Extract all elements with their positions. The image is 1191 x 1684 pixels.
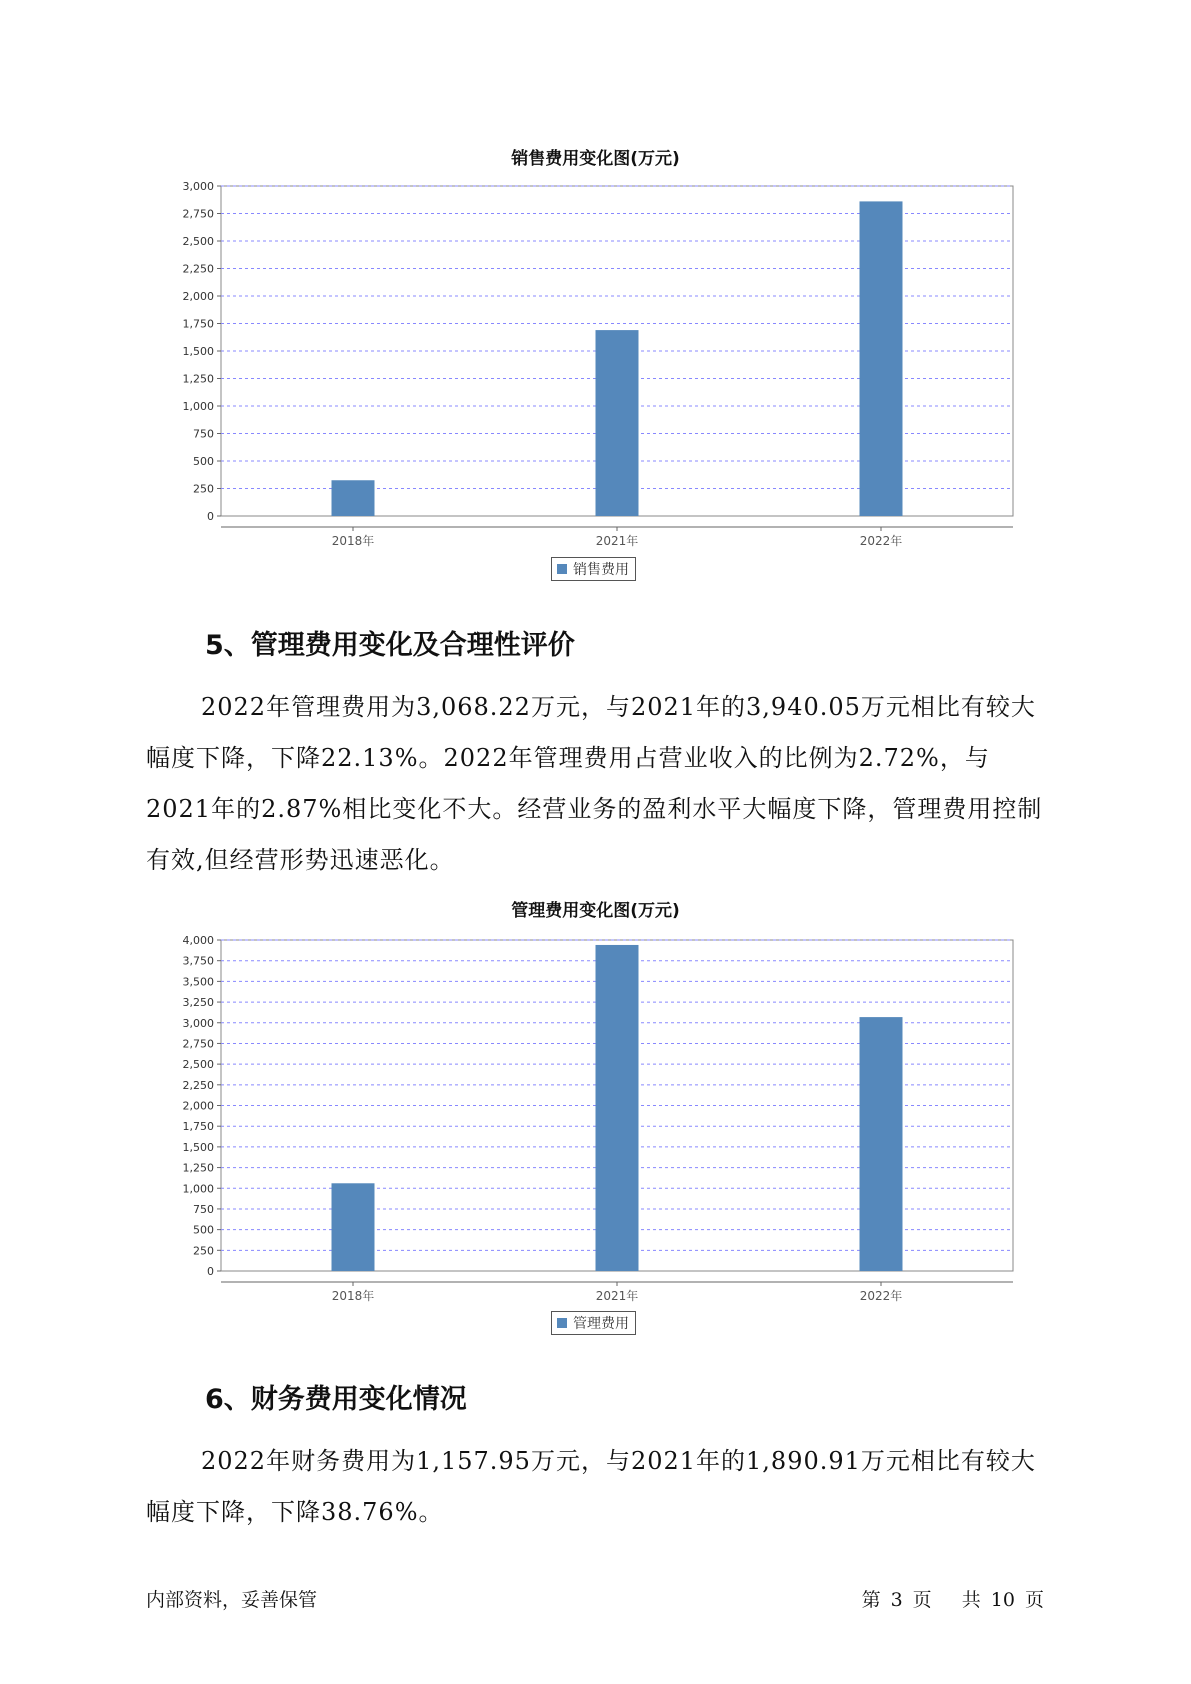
y-tick-label: 250 bbox=[193, 1244, 214, 1258]
y-tick-label: 0 bbox=[207, 1265, 214, 1278]
x-tick-label: 2018年 bbox=[331, 534, 375, 548]
y-tick-label: 2,750 bbox=[182, 1037, 214, 1051]
chart2-legend bbox=[551, 1311, 636, 1335]
y-tick-label: 3,000 bbox=[182, 180, 214, 193]
y-tick-label: 3,750 bbox=[182, 954, 214, 968]
x-tick-label: 2021年 bbox=[595, 1289, 639, 1303]
chart2-title: 管理费用变化图(万元) bbox=[511, 901, 680, 921]
y-tick-label: 1,500 bbox=[182, 345, 214, 358]
y-tick-label: 0 bbox=[207, 510, 214, 523]
chart1-legend bbox=[551, 557, 636, 581]
total-prefix: 共 bbox=[961, 1589, 981, 1611]
legend-swatch bbox=[557, 1318, 567, 1328]
y-tick-label: 2,250 bbox=[182, 262, 214, 276]
sales-expense-chart bbox=[0, 160, 1191, 548]
x-tick-label: 2021年 bbox=[595, 534, 639, 548]
chart1-title: 销售费用变化图(万元) bbox=[511, 149, 680, 169]
y-tick-label: 500 bbox=[193, 455, 214, 468]
x-tick-label: 2018年 bbox=[331, 1289, 375, 1303]
y-tick-label: 1,500 bbox=[182, 1140, 214, 1154]
chart2-legend-label: 管理费用 bbox=[573, 1316, 629, 1332]
footer-confidential: 内部资料，妥善保管 bbox=[146, 1589, 318, 1611]
bar-2021年 bbox=[596, 945, 639, 1271]
y-tick-label: 1,750 bbox=[182, 317, 214, 331]
y-tick-label: 2,000 bbox=[182, 290, 214, 303]
y-tick-label: 2,000 bbox=[182, 1099, 214, 1113]
y-tick-label: 3,000 bbox=[182, 1016, 214, 1030]
y-tick-label: 750 bbox=[193, 427, 214, 441]
y-tick-label: 1,750 bbox=[182, 1120, 214, 1134]
bar-2021年 bbox=[596, 330, 639, 516]
footer-page-info bbox=[857, 1585, 1049, 1612]
x-tick-label: 2022年 bbox=[859, 534, 903, 548]
y-tick-label: 2,500 bbox=[182, 1058, 214, 1072]
admin-expense-chart bbox=[0, 920, 1191, 1303]
y-tick-label: 1,250 bbox=[182, 1161, 214, 1175]
y-tick-label: 3,250 bbox=[182, 996, 214, 1010]
bar-2018年 bbox=[332, 480, 375, 516]
page-prefix: 第 bbox=[861, 1589, 881, 1611]
page-suffix: 页 bbox=[912, 1589, 932, 1611]
y-tick-label: 2,250 bbox=[182, 1078, 214, 1092]
y-tick-label: 1,250 bbox=[182, 372, 214, 386]
y-tick-label: 4,000 bbox=[182, 934, 214, 947]
section6-paragraph: 2022年财务费用为1,157.95万元，与2021年的1,890.91万元相比有较大幅度下降，下降38.76%。 bbox=[146, 1447, 1036, 1526]
section5-heading: 5、管理费用变化及合理性评价 bbox=[205, 630, 575, 661]
y-tick-label: 250 bbox=[193, 482, 214, 496]
y-tick-label: 500 bbox=[193, 1223, 214, 1237]
chart1-legend-label: 销售费用 bbox=[573, 562, 629, 578]
section5-paragraph: 2022年管理费用为3,068.22万元，与2021年的3,940.05万元相比有较大幅度下降，下降22.13%。2022年管理费用占营业收入的比例为2.72%，与2021年的2.87%相比变化不大。经营业务的盈利水平大幅度下降，管理费用控制有效,但经营形势迅速恶化。 bbox=[146, 693, 1043, 874]
bar-2022年 bbox=[860, 1017, 903, 1271]
page-number: 3 bbox=[890, 1589, 903, 1611]
x-tick-label: 2022年 bbox=[859, 1289, 903, 1303]
section6-heading: 6、财务费用变化情况 bbox=[205, 1384, 467, 1415]
y-tick-label: 1,000 bbox=[182, 400, 214, 413]
total-suffix: 页 bbox=[1024, 1589, 1044, 1611]
bar-2022年 bbox=[860, 201, 903, 516]
y-tick-label: 750 bbox=[193, 1202, 214, 1216]
bar-2018年 bbox=[332, 1183, 375, 1271]
y-tick-label: 2,500 bbox=[182, 235, 214, 248]
y-tick-label: 2,750 bbox=[182, 207, 214, 221]
y-tick-label: 1,000 bbox=[182, 1182, 214, 1196]
legend-swatch bbox=[557, 564, 567, 574]
total-pages: 10 bbox=[990, 1589, 1015, 1611]
y-tick-label: 3,500 bbox=[182, 975, 214, 989]
